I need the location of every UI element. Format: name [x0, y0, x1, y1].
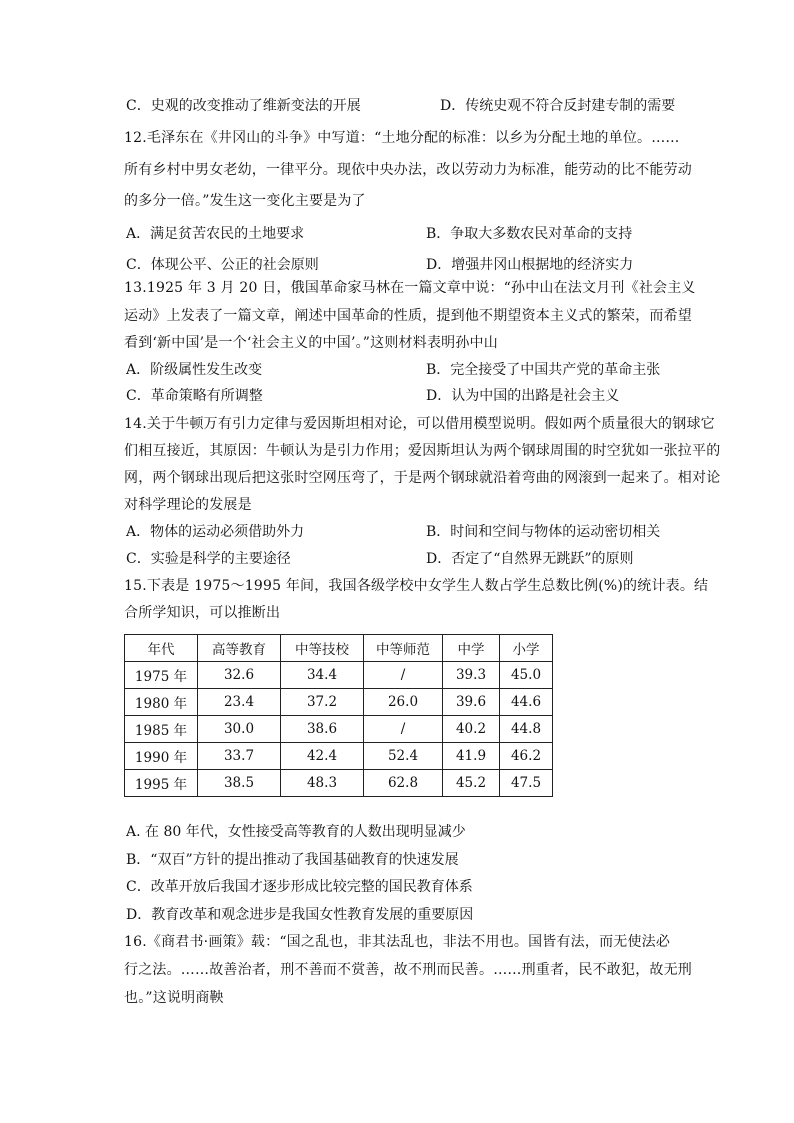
table-cell: 44.6 — [500, 689, 553, 716]
table-cell: 1985 年 — [125, 716, 198, 743]
table-header-cell: 小学 — [500, 635, 553, 662]
table-cell: 42.4 — [281, 743, 364, 770]
table-cell: 52.4 — [364, 743, 443, 770]
table-cell: 45.0 — [500, 662, 553, 689]
table-cell: 1975 年 — [125, 662, 198, 689]
table-cell: 23.4 — [198, 689, 281, 716]
table-cell: 46.2 — [500, 743, 553, 770]
q14-stem-line-1: 14.关于牛顿万有引力定律与爱因斯坦相对论，可以借用模型说明。假如两个质量很大的钢球它 — [124, 416, 715, 432]
table-header-cell: 高等教育 — [198, 635, 281, 662]
q14-option-c: C．实验是科学的主要途径 — [126, 551, 291, 567]
table-cell: 40.2 — [443, 716, 500, 743]
q14-stem-line-4: 对科学理论的发展是 — [124, 497, 252, 513]
table-cell: 33.7 — [198, 743, 281, 770]
table-cell: 39.3 — [443, 662, 500, 689]
q12-stem-line-1: 12.毛泽东在《井冈山的斗争》中写道：“土地分配的标准：以乡为分配土地的单位。…… — [124, 130, 680, 146]
table-cell: 41.9 — [443, 743, 500, 770]
q15-stem-line-1: 15.下表是 1975～1995 年间，我国各级学校中女学生人数占学生总数比例(%)的统计表。结 — [124, 578, 709, 594]
table-cell: 26.0 — [364, 689, 443, 716]
table-row — [125, 743, 553, 770]
table-cell: 48.3 — [281, 770, 364, 797]
table-cell: 1995 年 — [125, 770, 198, 797]
q15-option-b: B．“双百”方针的提出推动了我国基础教育的快速发展 — [126, 852, 459, 868]
table-cell: 47.5 — [500, 770, 553, 797]
q13-stem-line-2: 运动》上发表了一篇文章，阐述中国革命的性质，提到他不期望资本主义式的繁荣，而希望 — [124, 308, 692, 324]
table-cell: / — [364, 716, 443, 743]
q15-option-d: D．教育改革和观念进步是我国女性教育发展的重要原因 — [126, 907, 474, 923]
table-row — [125, 662, 553, 689]
q12-stem-line-2: 所有乡村中男女老幼，一律平分。现依中央办法，改以劳动力为标准，能劳动的比不能劳动 — [124, 162, 692, 178]
q16-stem-line-3: 也。”这说明商鞅 — [124, 990, 224, 1006]
table-cell: 62.8 — [364, 770, 443, 797]
table-cell: 37.2 — [281, 689, 364, 716]
table-cell: 1980 年 — [125, 689, 198, 716]
q14-option-b: B．时间和空间与物体的运动密切相关 — [426, 524, 661, 540]
q14-option-d: D．否定了“自然界无跳跃”的原则 — [426, 551, 634, 567]
q12-stem-line-3: 的多分一倍。”发生这一变化主要是为了 — [124, 193, 366, 209]
table-cell: 44.8 — [500, 716, 553, 743]
table-row — [125, 716, 553, 743]
female-student-ratio-table — [124, 634, 553, 797]
q16-stem-line-2: 行之法。……故善治者，刑不善而不赏善，故不刑而民善。……刑重者，民不敢犯，故无刑 — [124, 962, 692, 978]
table-cell: 45.2 — [443, 770, 500, 797]
q11-option-c: C．史观的改变推动了维新变法的开展 — [126, 98, 361, 114]
table-header-row — [125, 635, 553, 662]
q14-stem-line-3: 网，两个钢球出现后把这张时空网压弯了，于是两个钢球就沿着弯曲的网滚到一起来了。相对论 — [124, 470, 721, 486]
table-row — [125, 770, 553, 797]
table-cell: 34.4 — [281, 662, 364, 689]
q13-option-c: C．革命策略有所调整 — [126, 388, 263, 404]
table-cell: 30.0 — [198, 716, 281, 743]
table-cell: 39.6 — [443, 689, 500, 716]
q12-option-a: A．满足贫苦农民的土地要求 — [126, 226, 305, 242]
q13-option-b: B．完全接受了中国共产党的革命主张 — [426, 362, 661, 378]
table-header-cell: 中等技校 — [281, 635, 364, 662]
q12-option-c: C．体现公平、公正的社会原则 — [126, 257, 319, 273]
table-cell: 1990 年 — [125, 743, 198, 770]
q12-option-b: B．争取大多数农民对革命的支持 — [426, 226, 633, 242]
table-cell: / — [364, 662, 443, 689]
q12-option-d: D．增强井冈山根据地的经济实力 — [426, 257, 634, 273]
q11-option-d: D．传统史观不符合反封建专制的需要 — [440, 98, 676, 114]
table-cell: 38.5 — [198, 770, 281, 797]
q15-option-a: A. 在 80 年代，女性接受高等教育的人数出现明显减少 — [126, 824, 466, 840]
q13-stem-line-1: 13.1925 年 3 月 20 日，俄国革命家马林在一篇文章中说：“孙中山在法文月刊《社会主义 — [124, 280, 696, 296]
table-header-cell: 中等师范 — [364, 635, 443, 662]
table-cell: 32.6 — [198, 662, 281, 689]
q14-option-a: A．物体的运动必须借助外力 — [126, 524, 305, 540]
q15-option-c: C．改革开放后我国才逐步形成比较完整的国民教育体系 — [126, 879, 473, 895]
q15-stem-line-2: 合所学知识，可以推断出 — [124, 605, 281, 621]
table-header-cell: 中学 — [443, 635, 500, 662]
q14-stem-line-2: 们相互接近，其原因：牛顿认为是引力作用；爱因斯坦认为两个钢球周围的时空犹如一张拉平的 — [124, 443, 721, 459]
table-header-cell: 年代 — [125, 635, 198, 662]
q13-stem-line-3: 看到‘新中国’是一个‘社会主义的中国’。”这则材料表明孙中山 — [124, 335, 498, 351]
q16-stem-line-1: 16.《商君书·画策》载：“国之乱也，非其法乱也，非法不用也。国皆有法，而无使法必 — [124, 934, 671, 950]
q13-option-d: D．认为中国的出路是社会主义 — [426, 388, 620, 404]
table-row — [125, 689, 553, 716]
table-cell: 38.6 — [281, 716, 364, 743]
q13-option-a: A．阶级属性发生改变 — [126, 362, 263, 378]
